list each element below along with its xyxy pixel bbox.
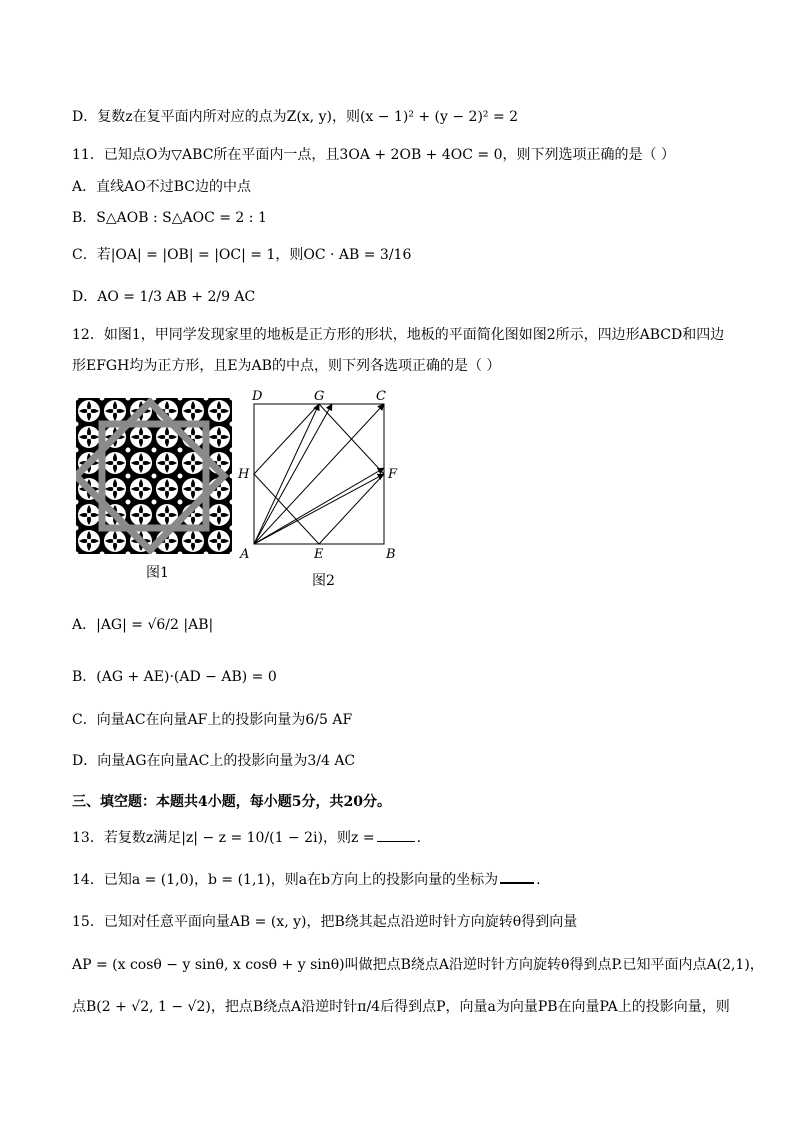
figure-1-floor-pattern (76, 398, 232, 554)
figure-2-caption: 图2 (312, 573, 335, 589)
text: A．直线AO不过BC边的中点 (72, 179, 251, 195)
label-f: F (388, 467, 398, 482)
line-d-option-q10 (72, 107, 518, 127)
question-15-line3 (72, 997, 730, 1017)
text: D．向量AG在向量AC上的投影向量为3/4 AC (72, 753, 356, 769)
text: AP = (x cosθ − y sinθ, x cosθ + y sinθ)叫做把点B绕点A沿逆时针方向旋转θ得到点P.已知平面内点A(2,1)， (72, 957, 764, 973)
label-b: B (386, 547, 396, 562)
section-heading-fill-in (72, 792, 391, 812)
q11-option-b (72, 208, 267, 228)
question-15-line2 (72, 955, 764, 975)
text: 14．已知a = (1,0)，b = (1,1)，则a在b方向上的投影向量的坐标为 (72, 872, 499, 888)
text: 11．已知点O为▽ABC所在平面内一点，且3OA + 2OB + 4OC = 0，则下列选项正确的是（ ） (72, 147, 675, 163)
answer-blank (500, 870, 534, 884)
text: D．复数z在复平面内所对应的点为Z(x, y)，则(x − 1)² + (y − 2)² = 2 (72, 109, 519, 125)
question-12-stem-line2 (72, 356, 500, 376)
question-15-line1 (72, 912, 577, 932)
q12-option-b (72, 667, 277, 687)
text: C．若|OA| = |OB| = |OC| = 1，则OC · AB = 3/16 (72, 247, 412, 263)
label-d: D (252, 389, 263, 404)
label-a: A (240, 547, 250, 562)
q12-option-a (72, 615, 213, 635)
label-g: G (314, 389, 325, 404)
question-14: 14．已知a = (1,0)，b = (1,1)，则a在b方向上的投影向量的坐标为 . (72, 872, 541, 888)
figure-2-diagram (236, 388, 406, 564)
q12-option-d (72, 751, 355, 771)
text: B．(AG + AE)·(AD − AB) = 0 (72, 669, 277, 685)
q11-option-a (72, 177, 251, 197)
text: D．AO = 1/3 AB + 2/9 AC (72, 289, 256, 305)
figure-1-caption: 图1 (146, 565, 169, 581)
question-11-stem (72, 145, 675, 165)
text: 点B(2 + √2, 1 − √2)，把点B绕点A沿逆时针π/4后得到点P，向量a为向量PB在向量PA上的投影向量，则 (72, 999, 730, 1015)
text: 13．若复数z满足|z| − z = 10/(1 − 2i)，则z = (72, 830, 375, 846)
label-e: E (314, 547, 324, 562)
text: B．S△AOB : S△AOC = 2 : 1 (72, 210, 267, 226)
q11-option-d (72, 287, 255, 307)
label-c: C (376, 389, 386, 404)
text: 12．如图1，甲同学发现家里的地板是正方形的形状，地板的平面简化图如图2所示，四边形ABCD和四边 (72, 327, 725, 343)
label-h: H (238, 467, 250, 482)
question-13: 13．若复数z满足|z| − z = 10/(1 − 2i)，则z = . (72, 830, 422, 846)
text: 三、填空题：本题共4小题，每小题5分，共20分。 (72, 794, 391, 810)
q12-option-c (72, 710, 352, 730)
question-12-stem-line1 (72, 325, 724, 345)
text: 形EFGH均为正方形，且E为AB的中点，则下列各选项正确的是（ ） (72, 358, 501, 374)
text: C．向量AC在向量AF上的投影向量为6/5 AF (72, 712, 353, 728)
text: 15．已知对任意平面向量AB = (x, y)，把B绕其起点沿逆时针方向旋转θ得到向量 (72, 914, 578, 930)
answer-blank (377, 829, 415, 842)
q11-option-c (72, 245, 411, 265)
text: A．|AG| = √6/2 |AB| (72, 617, 214, 633)
